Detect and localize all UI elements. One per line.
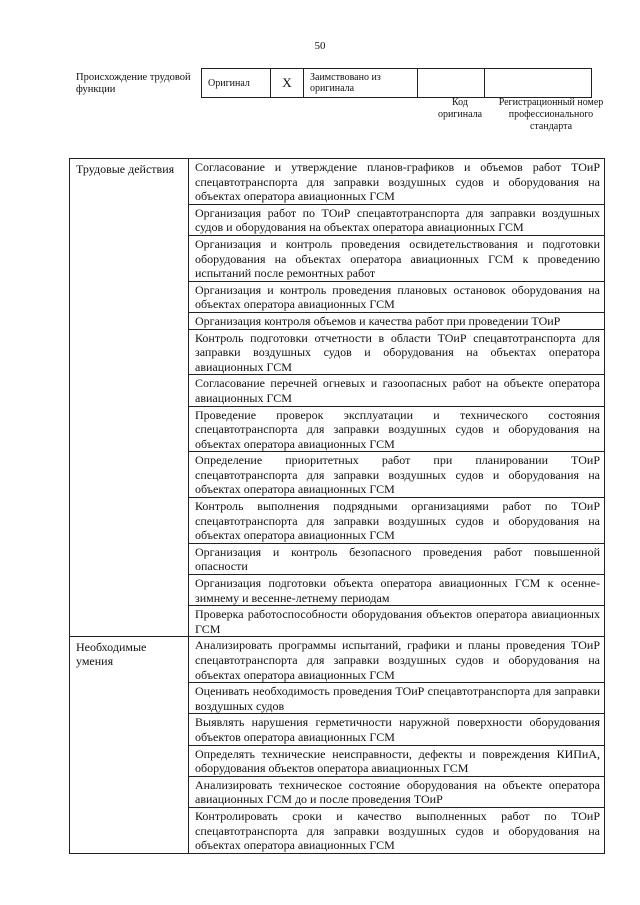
list-item: Анализировать техническое состояние оборудования на объекте оператора авиационных ГСМ до и после проведения ТОиР <box>189 776 605 807</box>
list-item: Оценивать необходимость проведения ТОиР спецавтотранспорта для заправки воздушных судов <box>189 683 605 714</box>
list-item: Анализировать программы испытаний, графики и планы проведения ТОиР спецавтотранспорта для заправки воздушных судов и оборудования на объектах оператора авиационных ГСМ <box>189 637 605 683</box>
section-title: Трудовые действия <box>70 159 189 637</box>
code-caption: Код оригинала <box>437 97 483 120</box>
list-item: Контроль выполнения подрядными организациями работ по ТОиР спецавтотранспорта для заправки воздушных судов и оборудования на объектах оператора авиационных ГСМ <box>189 498 605 544</box>
list-item: Организация и контроль безопасного проведения работ повышенной опасности <box>189 543 605 574</box>
page-number: 50 <box>314 40 326 52</box>
table-row <box>70 159 605 205</box>
list-item: Определять технические неисправности, дефекты и повреждения КИПиА, оборудования объектов оператора авиационных ГСМ <box>189 745 605 776</box>
list-item: Организация контроля объемов и качества работ при проведении ТОиР <box>189 312 605 329</box>
list-item: Проведение проверок эксплуатации и технического состояния спецавтотранспорта для заправки воздушных судов и оборудования на объектах оператора авиационных ГСМ <box>189 406 605 452</box>
origin-table <box>201 68 592 98</box>
origin-label: Происхождение трудовой функции <box>76 72 191 95</box>
list-item: Организация и контроль проведения плановых остановок оборудования на объектах оператора авиационных ГСМ <box>189 281 605 312</box>
list-item: Организация и контроль проведения освидетельствования и подготовки оборудования на объектах оператора авиационных ГСМ к проведению испытаний после ремонтных работ <box>189 235 605 281</box>
borrowed-label: Заимствовано из оригинала <box>304 69 418 98</box>
list-item: Определение приоритетных работ при планировании ТОиР спецавтотранспорта для заправки воздушных судов и оборудования на объектах оператора авиационных ГСМ <box>189 452 605 498</box>
list-item: Контроль подготовки отчетности в области ТОиР спецавтотранспорта для заправки воздушных судов и оборудования на объектах оператора авиационных ГСМ <box>189 329 605 375</box>
list-item: Контролировать сроки и качество выполненных работ по ТОиР спецавтотранспорта для заправки воздушных судов и оборудования на объектах оператора авиационных ГСМ <box>189 807 605 853</box>
original-label: Оригинал <box>202 69 271 98</box>
reg-number-cell <box>485 69 592 98</box>
reg-number-caption: Регистрационный номер профессионального стандарта <box>498 97 604 132</box>
labor-function-table <box>69 158 605 854</box>
section-title: Необходимые умения <box>70 637 189 853</box>
original-mark: X <box>271 69 304 98</box>
list-item: Проверка работоспособности оборудования объектов оператора авиационных ГСМ <box>189 606 605 637</box>
code-cell <box>418 69 485 98</box>
list-item: Согласование перечней огневых и газоопасных работ на объекте оператора авиационных ГСМ <box>189 375 605 406</box>
list-item: Организация работ по ТОиР спецавтотранспорта для заправки воздушных судов и оборудования на объектах оператора авиационных ГСМ <box>189 204 605 235</box>
table-row <box>70 637 605 683</box>
list-item: Согласование и утверждение планов-графиков и объемов работ ТОиР спецавтотранспорта для заправки воздушных судов и оборудования на объектах оператора авиационных ГСМ <box>189 159 605 205</box>
list-item: Выявлять нарушения герметичности наружной поверхности оборудования объектов оператора авиационных ГСМ <box>189 714 605 745</box>
list-item: Организация подготовки объекта оператора авиационных ГСМ к осенне-зимнему и весенне-летнему периодам <box>189 575 605 606</box>
